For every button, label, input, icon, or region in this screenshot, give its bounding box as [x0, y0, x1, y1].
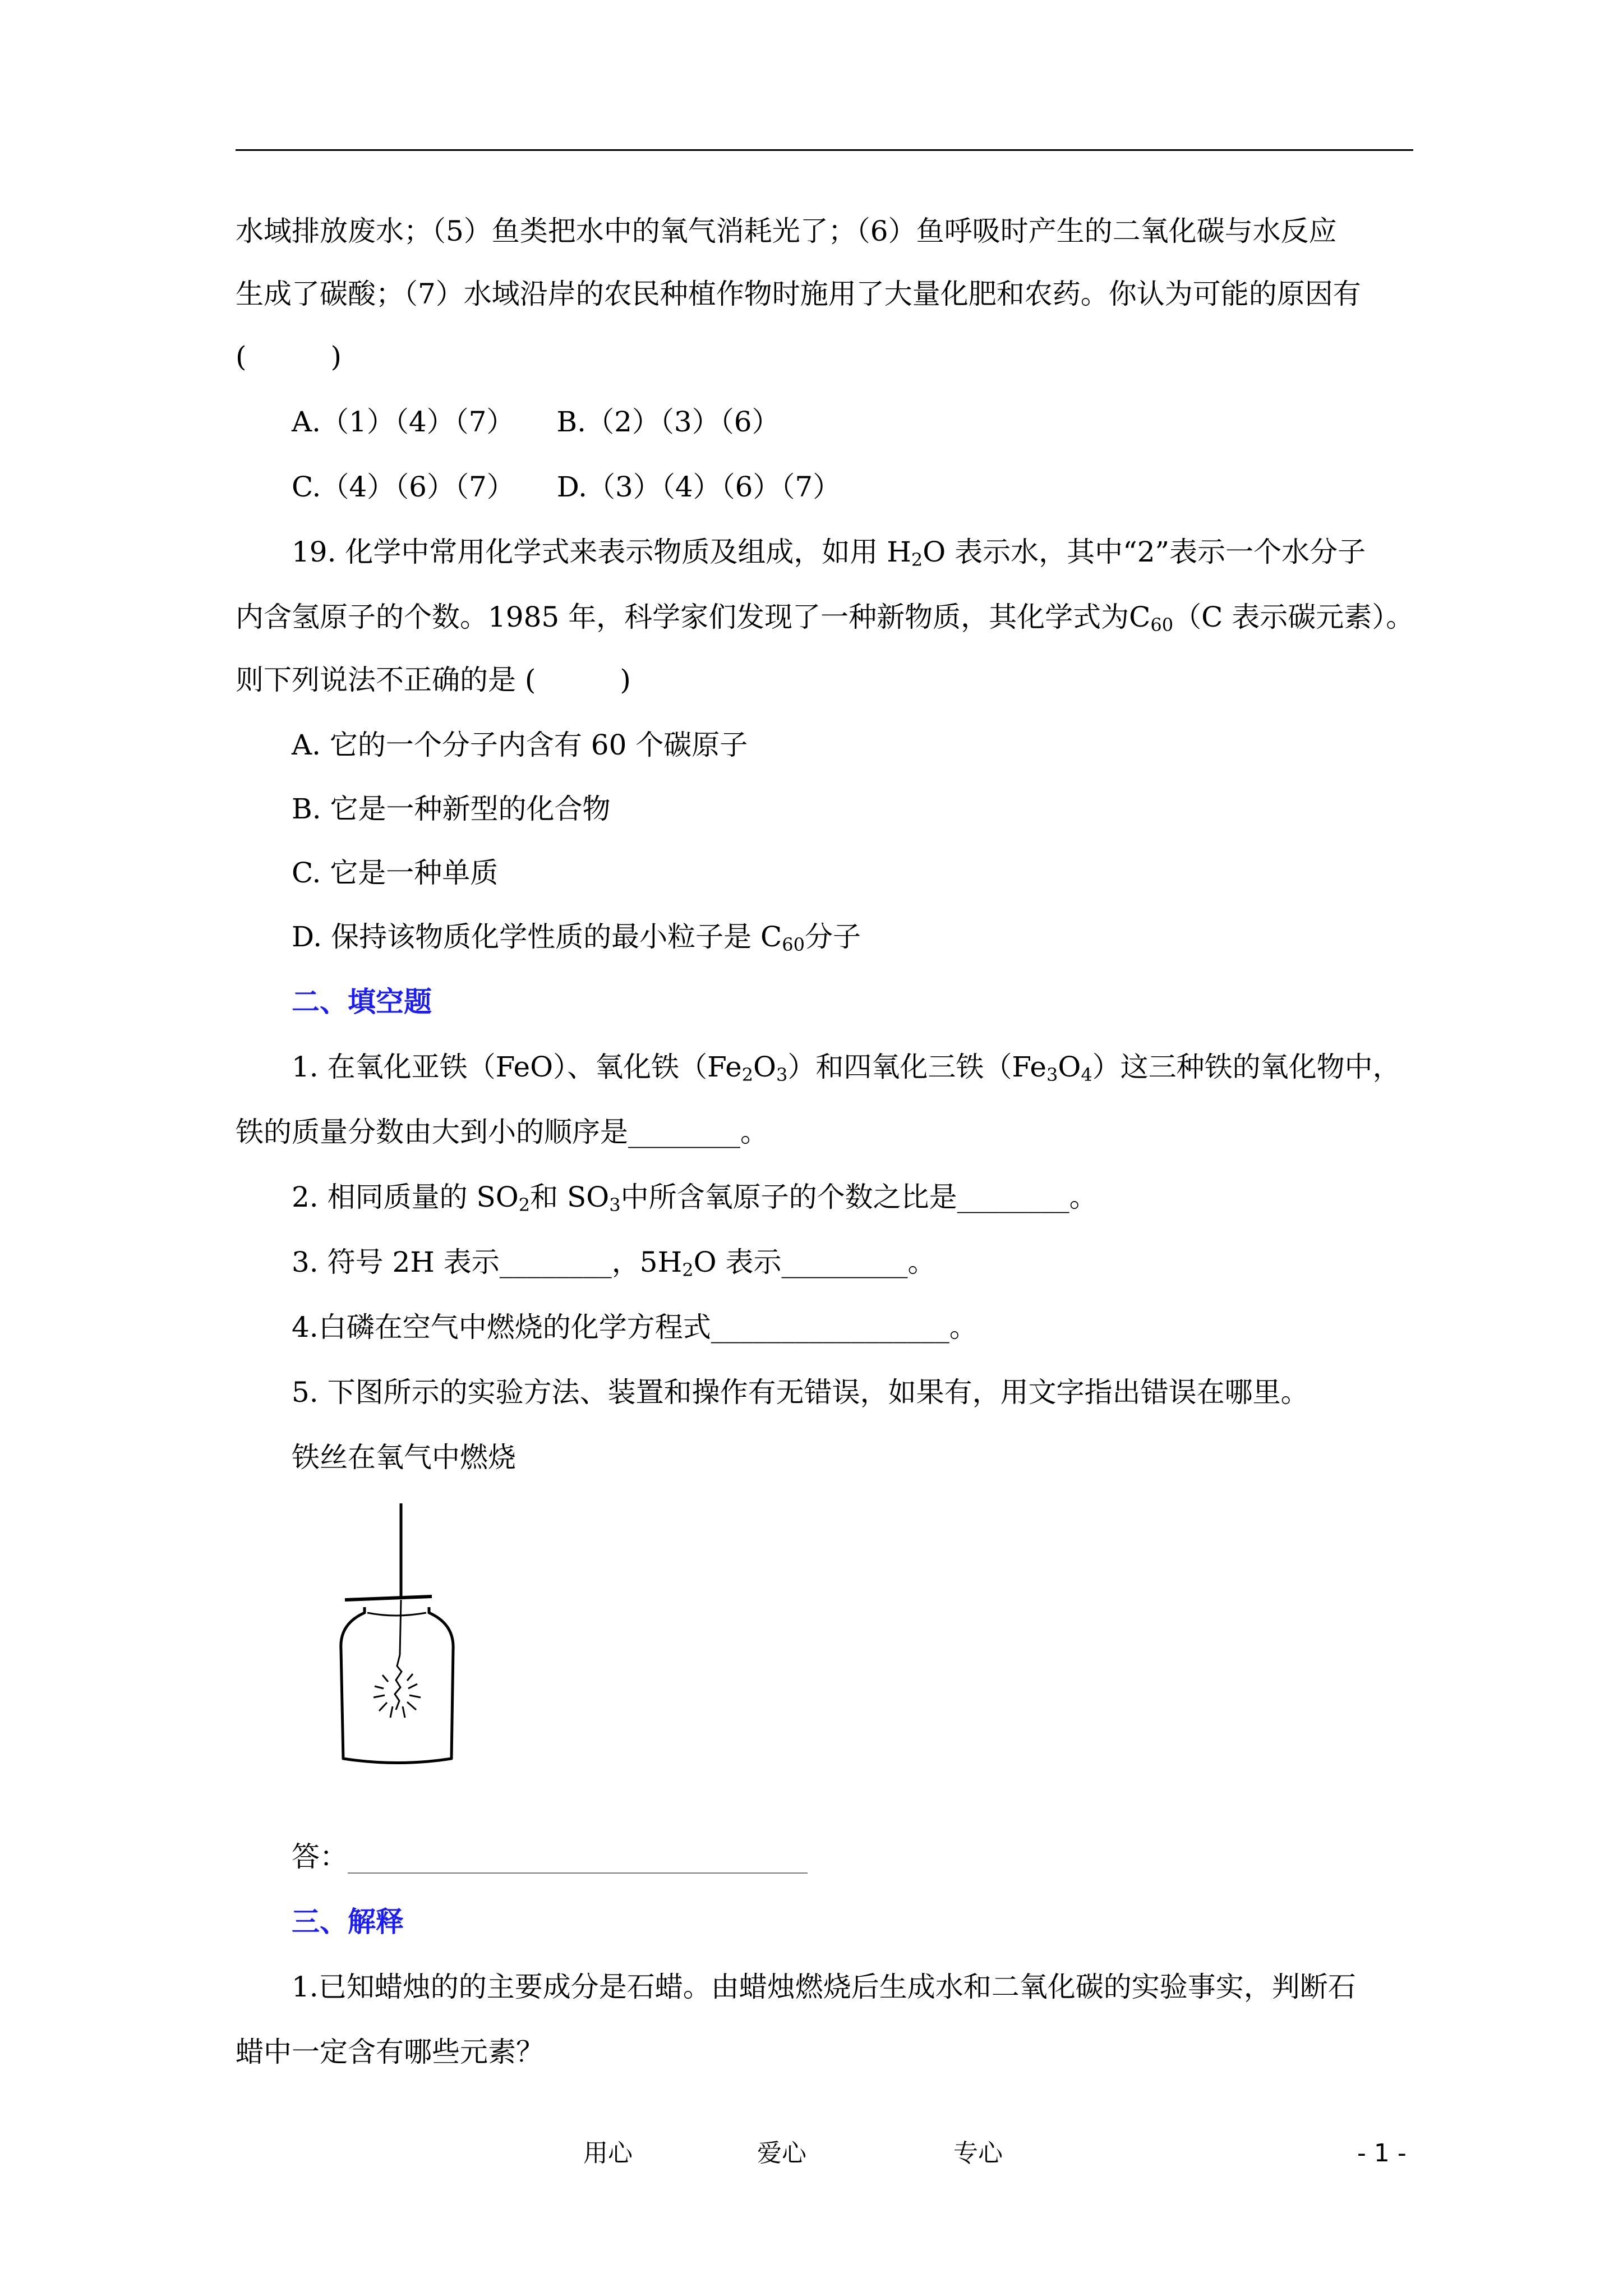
footer-left-text: 用心	[583, 2139, 633, 2168]
option-a: A. 它的一个分子内含有 60 个碳原子	[292, 729, 748, 761]
text: 19. 化学中常用化学式来表示物质及组成，如用 H	[292, 536, 911, 568]
subscript: 2	[518, 1194, 531, 1216]
text: 3. 符号 2H 表示________，5H	[292, 1246, 683, 1278]
option-b: B. 它是一种新型的化合物	[292, 793, 611, 825]
text: D. 保持该物质化学性质的最小粒子是 C	[292, 921, 782, 953]
subscript: 60	[1150, 614, 1174, 636]
answer-label: 答：	[292, 1841, 348, 1873]
option-c: C. 它是一种单质	[292, 857, 499, 889]
explain-question-1-line-2: 蜡中一定含有哪些元素？	[236, 2036, 544, 2068]
options-line: C.（4）（6）（7） D.（3）（4）（6）（7）	[292, 471, 841, 503]
subscript: 3	[776, 1064, 788, 1085]
answer-blank-line	[348, 1872, 808, 1874]
text: 和 SO	[530, 1181, 610, 1213]
explain-question-1-line-1: 1.已知蜡烛的的主要成分是石蜡。由蜡烛燃烧后生成水和二氧化碳的实验事实，判断石	[292, 1971, 1356, 2003]
options-line: A.（1）（4）（7） B.（2）（3）（6）	[292, 406, 780, 438]
text-line: 水域排放废水；（5）鱼类把水中的氧气消耗光了；（6）鱼呼吸时产生的二氧化碳与水反应	[236, 215, 1337, 247]
question-19-line-1	[292, 535, 1366, 569]
footer-right-text: 专心	[953, 2139, 1003, 2168]
text: （C 表示碳元素）。	[1173, 601, 1414, 633]
subscript: 3	[609, 1194, 621, 1216]
text: 2. 相同质量的 SO	[292, 1181, 519, 1213]
subscript: 4	[1081, 1064, 1092, 1085]
text: ）和四氧化三铁（Fe	[787, 1051, 1046, 1083]
text: O	[1058, 1051, 1081, 1083]
text: O 表示水，其中“2”表示一个水分子	[923, 536, 1366, 568]
text: 内含氢原子的个数。1985 年，科学家们发现了一种新物质，其化学式为C	[236, 601, 1151, 633]
subscript: 2	[911, 549, 923, 570]
fill-question-4: 4.白磷在空气中燃烧的化学方程式_________________。	[292, 1311, 978, 1343]
fill-question-5: 5. 下图所示的实验方法、装置和操作有无错误，如果有，用文字指出错误在哪里。	[292, 1376, 1309, 1409]
subscript: 3	[1046, 1064, 1058, 1085]
fill-question-3	[292, 1245, 935, 1279]
subscript: 2	[741, 1064, 754, 1085]
text: O 表示_________。	[693, 1246, 936, 1278]
text-line: 生成了碳酸；（7）水域沿岸的农民种植作物时施用了大量化肥和农药。你认为可能的原因有	[236, 278, 1361, 310]
text: 1. 在氧化亚铁（FeO）、氧化铁（Fe	[292, 1051, 742, 1083]
question-19-line-3: 则下列说法不正确的是 ( )	[236, 664, 631, 696]
text: 中所含氧原子的个数之比是________。	[620, 1181, 1098, 1213]
footer-middle-text: 爱心	[757, 2139, 806, 2168]
fill-question-1-line-2: 铁的质量分数由大到小的顺序是________。	[236, 1116, 768, 1148]
page-number: - 1 -	[1357, 2139, 1407, 2168]
iron-wire-burning-in-oxygen-figure	[325, 1503, 471, 1784]
section-title-explanation: 三、解释	[292, 1905, 404, 1938]
text: ）这三种铁的氧化物中，	[1092, 1051, 1401, 1083]
subscript: 60	[782, 934, 805, 955]
text: O	[753, 1051, 777, 1083]
option-d	[292, 920, 861, 954]
text: 分子	[804, 921, 861, 953]
section-title-fill-in: 二、填空题	[292, 985, 432, 1018]
fill-question-1-line-1	[292, 1050, 1401, 1084]
subscript: 2	[682, 1259, 694, 1281]
fill-question-2	[292, 1180, 1098, 1214]
text-line: ( )	[236, 341, 342, 373]
header-rule	[236, 149, 1413, 151]
figure-caption: 铁丝在氧气中燃烧	[292, 1441, 516, 1474]
question-19-line-2	[236, 600, 1414, 634]
